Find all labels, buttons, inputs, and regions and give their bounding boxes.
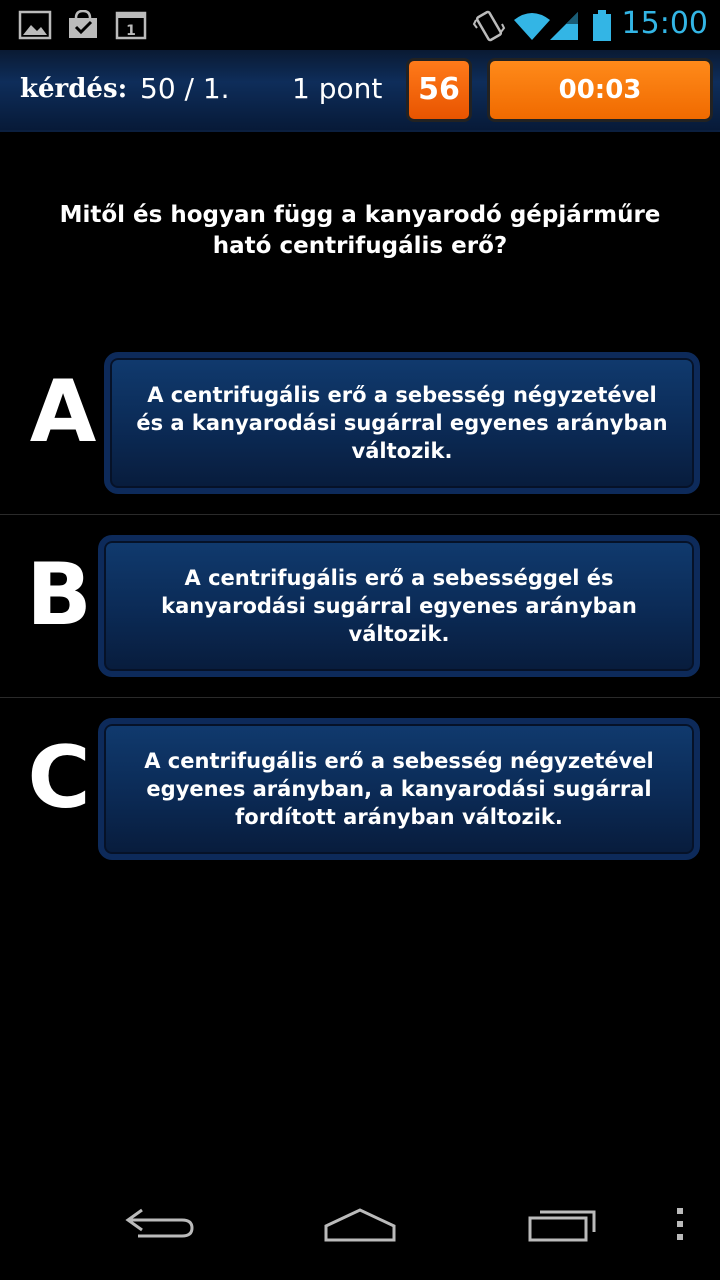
status-bar (0, 0, 720, 50)
image-icon (18, 10, 52, 40)
question-label: kérdés: (20, 74, 128, 104)
shopping-bag-check-icon (66, 10, 100, 40)
answer-row-a (0, 332, 720, 515)
score-counter: 56 (406, 58, 472, 122)
svg-text:1: 1 (126, 23, 136, 39)
recent-apps-icon[interactable] (524, 1204, 604, 1244)
overflow-menu-icon[interactable] (672, 1204, 688, 1244)
quiz-header (0, 50, 720, 132)
answer-button-b[interactable]: A centrifugális erő a sebességgel és kanyarodási sugárral egyenes arányban változik. (98, 535, 700, 677)
battery-icon (592, 10, 612, 42)
answer-letter-c: C (27, 728, 91, 828)
vibrate-icon (472, 10, 506, 42)
wifi-icon (512, 10, 552, 42)
back-icon[interactable] (120, 1204, 200, 1244)
clock: 15:00 (621, 6, 708, 41)
answer-row-b (0, 515, 720, 698)
answer-button-a[interactable]: A centrifugális erő a sebesség négyzetével és a kanyarodási sugárral egyenes arányban változik. (104, 352, 700, 494)
navigation-bar (0, 1184, 720, 1280)
timer: 00:03 (487, 58, 713, 122)
calendar-icon (114, 10, 148, 40)
answer-letter-a: A (29, 362, 97, 462)
answer-letter-b: B (26, 545, 92, 645)
question-progress: 50 / 1. (140, 72, 230, 105)
question-text: Mitől és hogyan függ a kanyarodó gépjárműre ható centrifugális erő? (59, 202, 661, 259)
signal-icon (548, 10, 580, 42)
home-icon[interactable] (320, 1204, 400, 1244)
answer-button-c[interactable]: A centrifugális erő a sebesség négyzetével egyenes arányban, a kanyarodási sugárral fordított arányban változik. (98, 718, 700, 860)
points-label: 1 pont (292, 72, 383, 105)
answer-row-c (0, 698, 720, 880)
